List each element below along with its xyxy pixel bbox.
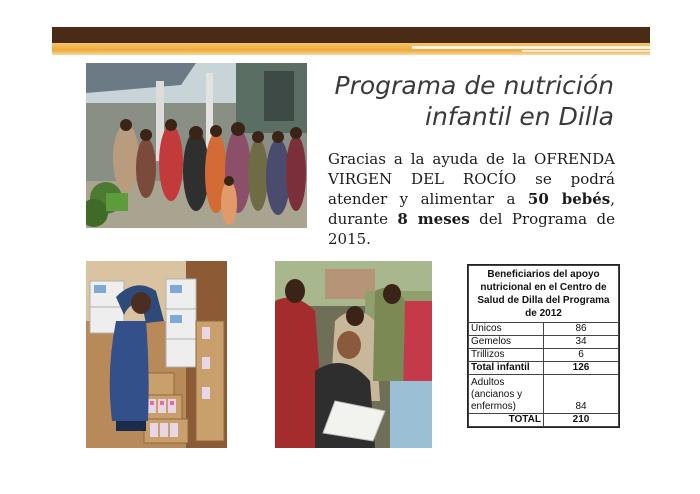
title-line-1: Programa de nutrición	[334, 71, 614, 100]
body-paragraph	[328, 149, 615, 249]
row-value: 210	[544, 414, 619, 427]
crowd-photo	[86, 63, 307, 228]
row-value: 126	[544, 362, 619, 375]
header-gold-highlight	[412, 46, 650, 49]
body-bold-babies: 50 bebés	[527, 190, 611, 208]
body-bold-months: 8 meses	[397, 210, 470, 228]
page-title	[318, 70, 614, 132]
table-row	[469, 375, 619, 414]
table-row-total	[469, 414, 619, 427]
header-dark-bar	[52, 27, 650, 43]
row-value: 34	[544, 336, 619, 349]
table-header: Beneficiarios del apoyo nutricional en el Centro de Salud de Dilla del Programa de 2012	[469, 266, 619, 323]
header-gold-bar	[52, 43, 650, 55]
title-line-2: infantil en Dilla	[425, 102, 614, 131]
row-value: 84	[544, 375, 619, 414]
row-label: Total infantil	[469, 362, 544, 375]
body-text-2: , durante	[328, 190, 615, 228]
table-row	[469, 349, 619, 362]
table-row	[469, 336, 619, 349]
body-text-1: Gracias a la ayuda de la OFRENDA VIRGEN DEL ROCÍO se podrá atender y alimentar a	[328, 150, 615, 208]
body-text-3: del Programa de 2015.	[328, 210, 615, 248]
nun-supplies-photo	[86, 261, 227, 448]
beneficiaries-table	[467, 264, 620, 428]
mothers-babies-photo	[275, 261, 432, 448]
header-gold-highlight-2	[522, 50, 650, 52]
row-label: Gemelos	[469, 336, 544, 349]
table-row-subtotal	[469, 362, 619, 375]
row-value: 6	[544, 349, 619, 362]
table-row	[469, 323, 619, 336]
row-label: Adultos (ancianos y enfermos)	[469, 375, 544, 414]
row-label: Únicos	[469, 323, 544, 336]
row-value: 86	[544, 323, 619, 336]
row-label: TOTAL	[469, 414, 544, 427]
row-label: Trillizos	[469, 349, 544, 362]
